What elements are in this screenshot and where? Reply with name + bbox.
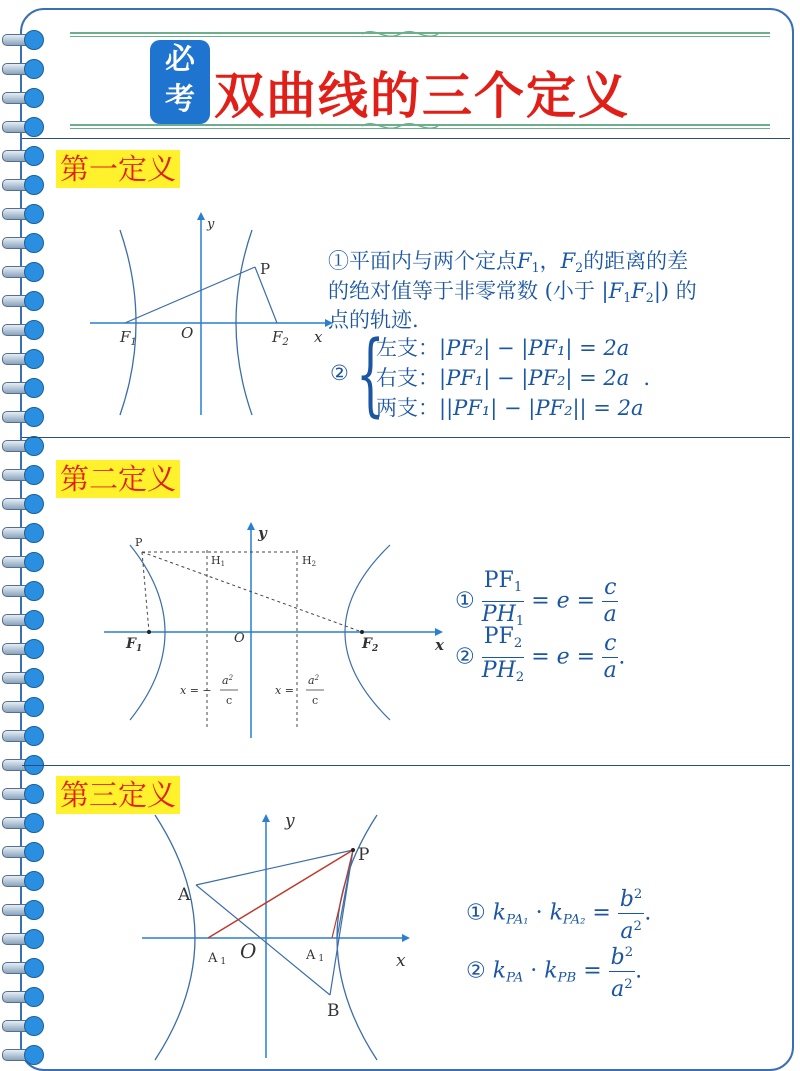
binding-ring xyxy=(0,581,46,601)
binding-ring xyxy=(0,233,46,253)
ring-hole xyxy=(24,610,44,630)
binding-ring xyxy=(0,639,46,659)
ring-hole xyxy=(24,407,44,427)
f1-label: $F_1$ xyxy=(120,328,137,348)
section3-formula1: ① $k_{PA_1} \cdot k_{PA_2}$ = $\frac{b^2}{a^2}$ . xyxy=(466,882,651,945)
directrix-right-num: $a^2$ xyxy=(308,674,320,687)
ring-hole xyxy=(24,59,44,79)
binding-ring xyxy=(0,726,46,746)
p-point xyxy=(351,848,355,852)
binding-ring xyxy=(0,610,46,630)
ring-hole xyxy=(24,842,44,862)
binding-ring xyxy=(0,958,46,978)
y-axis-arrow-icon xyxy=(247,522,255,530)
ring-hole xyxy=(24,958,44,978)
binding-ring xyxy=(0,842,46,862)
directrix-left-num: $a^2$ xyxy=(222,674,234,687)
binding-ring xyxy=(0,784,46,804)
segment-pa2-red xyxy=(332,850,353,938)
binding-ring xyxy=(0,697,46,717)
ring-hole xyxy=(24,581,44,601)
a1-right-label: A 1 xyxy=(306,948,325,964)
ring-hole xyxy=(24,378,44,398)
binding-ring xyxy=(0,1045,46,1065)
title-badge xyxy=(150,40,210,124)
directrix-right-eq: x = xyxy=(275,684,294,697)
ornament-flourish-bottom xyxy=(360,118,440,134)
segment-pf1 xyxy=(142,552,149,632)
ring-hole xyxy=(24,349,44,369)
y-axis-label: y xyxy=(207,217,215,232)
ornament-flourish-top xyxy=(360,26,440,42)
binding-ring xyxy=(0,59,46,79)
section1-line1: ①平面内与两个定点$F_1$，$F_2$的距离的差 xyxy=(328,249,689,275)
ring-hole xyxy=(24,494,44,514)
ring-hole xyxy=(24,552,44,572)
ring-hole xyxy=(24,146,44,166)
binding-ring xyxy=(0,378,46,398)
h1-label: H1 xyxy=(211,554,226,568)
section2-formula1: ① $\frac{PF_1}{PH_1}$ = e = $\frac{c}{a}$ xyxy=(455,568,617,629)
ring-hole xyxy=(24,320,44,340)
ring-hole xyxy=(24,697,44,717)
section3-figure xyxy=(140,810,430,1060)
section2-figure xyxy=(100,520,445,740)
ring-hole xyxy=(24,784,44,804)
f1-label: $F_1$ xyxy=(126,636,143,654)
section1-label: 第一定义 xyxy=(56,150,180,188)
binding-ring xyxy=(0,204,46,224)
ring-hole xyxy=(24,204,44,224)
binding-ring xyxy=(0,88,46,108)
origin-label: O xyxy=(234,631,245,646)
binding-ring xyxy=(0,987,46,1007)
ring-hole xyxy=(24,813,44,833)
section2-label: 第二定义 xyxy=(56,460,180,498)
y-axis-label: y xyxy=(258,524,267,542)
binding-ring xyxy=(0,30,46,50)
x-axis-label: x xyxy=(396,951,406,971)
binding-ring xyxy=(0,262,46,282)
binding-ring xyxy=(0,349,46,369)
x-axis-label: x xyxy=(314,328,323,346)
point-b-label: B xyxy=(327,1001,340,1021)
section3-formula2: ② $k_{PA} \cdot k_{PB}$ = $\frac{b^2}{a^2}$ . xyxy=(466,940,642,1003)
ring-hole xyxy=(24,987,44,1007)
binding-ring xyxy=(0,291,46,311)
right-branch-line: 右支：|PF₁| − |PF₂| = 2a . xyxy=(376,366,650,390)
section3-label: 第三定义 xyxy=(56,776,180,814)
section2-formula2: ② $\frac{PF_2}{PH_2}$ = e = $\frac{c}{a}$ . xyxy=(455,624,626,685)
segment-pa2 xyxy=(337,850,353,938)
origin-label: O xyxy=(240,939,257,963)
binding-ring xyxy=(0,929,46,949)
segment-ab xyxy=(196,885,330,995)
binding-ring xyxy=(0,1016,46,1036)
section1-figure xyxy=(80,210,330,420)
ring-hole xyxy=(24,1045,44,1065)
section1-line3: 点的轨迹. xyxy=(328,308,419,332)
section1-circle2: ② xyxy=(330,361,349,385)
directrix-left-den: c xyxy=(226,694,233,707)
ring-hole xyxy=(24,88,44,108)
binding-ring xyxy=(0,320,46,340)
ring-hole xyxy=(24,900,44,920)
ring-hole xyxy=(24,929,44,949)
ring-hole xyxy=(24,262,44,282)
ring-hole xyxy=(24,175,44,195)
ring-hole xyxy=(24,117,44,137)
segment-pf2 xyxy=(142,552,362,632)
f2-point xyxy=(360,630,364,634)
binding-ring xyxy=(0,871,46,891)
badge-bottom-char: 考 xyxy=(165,82,195,117)
badge-top-char: 必 xyxy=(165,42,195,77)
binding-ring xyxy=(0,668,46,688)
binding-ring xyxy=(0,465,46,485)
x-axis-arrow-icon xyxy=(402,934,410,942)
ring-hole xyxy=(24,726,44,746)
binding-ring xyxy=(0,900,46,920)
binding-ring xyxy=(0,523,46,543)
point-p-label: P xyxy=(260,260,271,278)
binding-ring xyxy=(0,407,46,427)
f2-label: $F_2$ xyxy=(272,328,289,348)
binding-ring xyxy=(0,146,46,166)
binding-ring xyxy=(0,552,46,572)
binding-ring xyxy=(0,813,46,833)
divider-2 xyxy=(22,765,790,766)
f2-label: $F_2$ xyxy=(362,636,379,654)
section1-line2: 的绝对值等于非零常数 (小于 $|F_1F_2|$) 的 xyxy=(328,279,697,305)
ring-hole xyxy=(24,523,44,543)
left-branch-line: 左支：|PF₂| − |PF₁| = 2a xyxy=(376,336,630,360)
ring-hole xyxy=(24,291,44,311)
divider-1 xyxy=(22,437,790,438)
divider-header xyxy=(22,138,790,139)
h2-label: H2 xyxy=(302,554,317,568)
binding-ring xyxy=(0,436,46,456)
x-axis-label: x xyxy=(435,636,444,654)
origin-label: O xyxy=(181,324,194,342)
ring-hole xyxy=(24,233,44,253)
segment-pa1 xyxy=(208,850,353,938)
segment-pa xyxy=(196,850,353,885)
ring-hole xyxy=(24,30,44,50)
ring-hole xyxy=(24,668,44,688)
binding-ring xyxy=(0,117,46,137)
x-axis-arrow-icon xyxy=(435,628,443,636)
ring-hole xyxy=(24,436,44,456)
ring-hole xyxy=(24,639,44,659)
y-axis-label: y xyxy=(285,811,295,831)
point-p-label: P xyxy=(358,845,370,865)
f1-point xyxy=(147,630,151,634)
ring-hole xyxy=(24,465,44,485)
a1-left-label: A 1 xyxy=(208,951,227,967)
point-p-label: P xyxy=(135,536,143,549)
left-brace: { xyxy=(356,322,385,427)
y-axis-arrow-icon xyxy=(197,212,205,220)
both-branch-line: 两支：||PF₁| − |PF₂|| = 2a xyxy=(376,396,644,420)
binding-ring xyxy=(0,175,46,195)
ring-hole xyxy=(24,1016,44,1036)
page-title: 双曲线的三个定义 xyxy=(214,67,630,125)
directrix-left-eq: x = − xyxy=(180,684,212,697)
point-a-label: A xyxy=(178,885,191,905)
directrix-right-den: c xyxy=(312,694,319,707)
ring-hole xyxy=(24,871,44,891)
y-axis-arrow-icon xyxy=(262,814,270,822)
binding-ring xyxy=(0,494,46,514)
